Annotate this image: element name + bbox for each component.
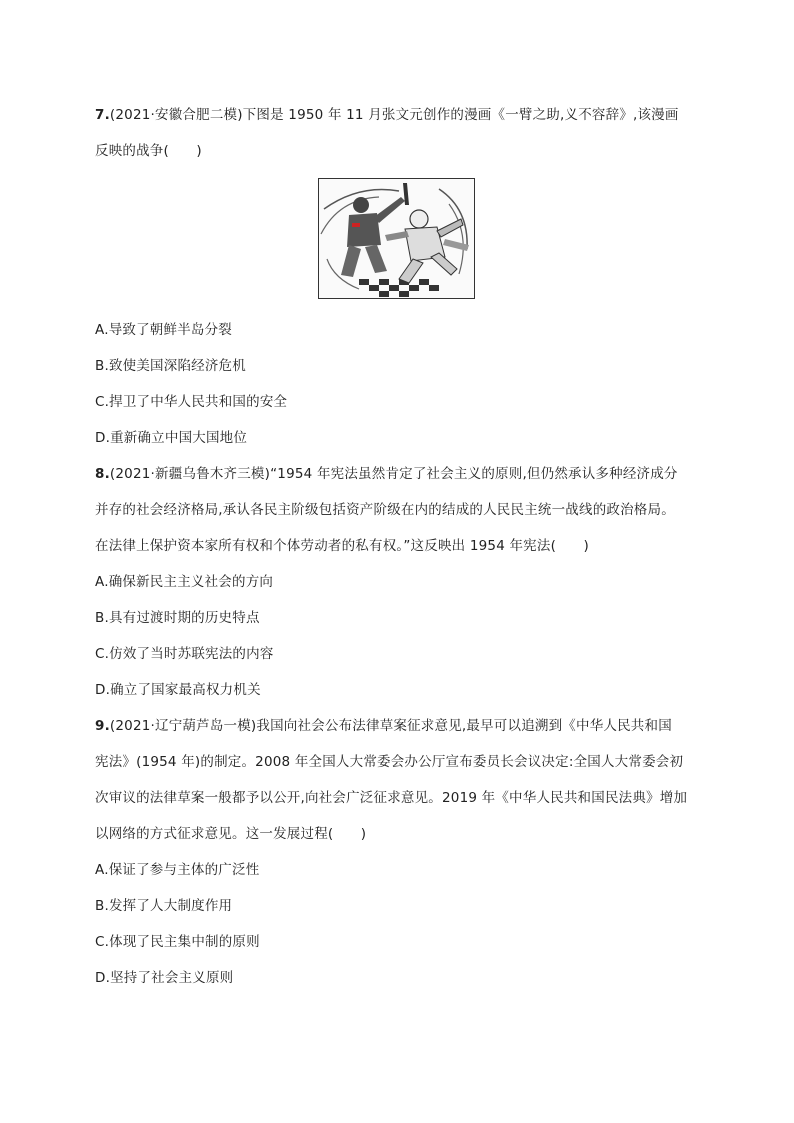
question-7-line-2: 反映的战争( ) (95, 143, 202, 159)
question-7-option-a: A.导致了朝鲜半岛分裂 (95, 322, 232, 338)
question-7-option-d: D.重新确立中国大国地位 (95, 430, 248, 446)
question-8-option-b: B.具有过渡时期的历史特点 (95, 610, 260, 626)
question-9-line-3: 次审议的法律草案一般都予以公开,向社会广泛征求意见。2019 年《中华人民共和国民法典》增加 (95, 790, 688, 806)
question-8-line-2: 并存的社会经济格局,承认各民主阶级包括资产阶级在内的结成的人民民主统一战线的政治格局。 (95, 502, 675, 518)
question-7-option-c: C.捍卫了中华人民共和国的安全 (95, 394, 288, 410)
question-9-option-a: A.保证了参与主体的广泛性 (95, 862, 260, 878)
question-9-option-c: C.体现了民主集中制的原则 (95, 934, 260, 950)
question-9-option-b: B.发挥了人大制度作用 (95, 898, 233, 914)
question-8-option-d: D.确立了国家最高权力机关 (95, 682, 261, 698)
question-number: 8. (95, 466, 110, 482)
question-9-line-2: 宪法》(1954 年)的制定。2008 年全国人大常委会办公厅宣布委员长会议决定:全国人大常委会初 (95, 754, 684, 770)
question-8-option-c: C.仿效了当时苏联宪法的内容 (95, 646, 274, 662)
question-7-line-1 (95, 106, 679, 124)
question-text: (2021·辽宁葫芦岛一模)我国向社会公布法律草案征求意见,最早可以追溯到《中华人民共和国 (109, 718, 672, 734)
question-text: (2021·安徽合肥二模)下图是 1950 年 11 月张文元创作的漫画《一臂之助,义不容辞》,该漫画 (109, 107, 679, 123)
question-8-option-a: A.确保新民主主义社会的方向 (95, 574, 274, 590)
question-9-option-d: D.坚持了社会主义原则 (95, 970, 234, 986)
question-number: 9. (95, 718, 110, 734)
question-9-line-4: 以网络的方式征求意见。这一发展过程( ) (95, 826, 367, 842)
question-9-line-1 (95, 717, 672, 735)
question-8-line-1 (95, 465, 678, 483)
cartoon-illustration (318, 178, 475, 299)
question-8-line-3: 在法律上保护资本家所有权和个体劳动者的私有权。”这反映出 1954 年宪法( ) (95, 538, 589, 554)
question-text: (2021·新疆乌鲁木齐三模)“1954 年宪法虽然肯定了社会主义的原则,但仍然承认多种经济成分 (109, 466, 678, 482)
question-number: 7. (95, 107, 110, 123)
question-7-option-b: B.致使美国深陷经济危机 (95, 358, 246, 374)
